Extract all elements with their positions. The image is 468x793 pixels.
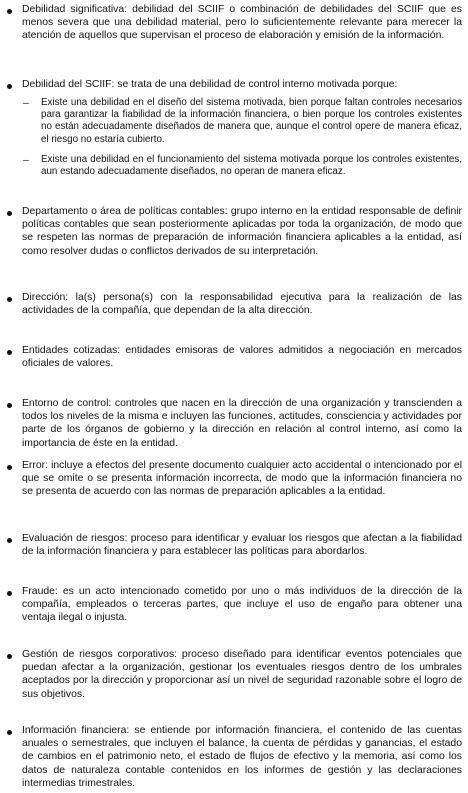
definition-text: Debilidad del SCIIF: se trata de una debilidad de control interno motivada porque: [22,79,398,90]
definition-text: Error: incluye a efectos del presente documento cualquier acto accidental o intencionado por el que se omite o se presenta información incorrecta, de modo que la información financiera no se presenta de acuerdo con las normas de preparación aplicables a la entidad. [22,460,462,498]
bullet-icon [7,538,12,543]
bullet-icon [7,465,12,470]
bullet-icon [7,591,12,596]
definition-text: Departamento o área de políticas contables: grupo interno en la entidad responsable de definir políticas contables que sean posteriormente aplicadas por toda la organización, de modo que se respeten las normas de preparación de información financiera aplicables a la entidad, así como resolver dudas o conflictos derivados de su interpretación. [22,206,462,257]
bullet-icon [7,350,12,355]
dash-icon: – [23,155,29,166]
definition-text: Gestión de riesgos corporativos: proceso diseñado para identificar eventos potenciales que puedan afectar a la organización, gestionar los eventuales riesgos dentro de los umbrales aceptados por la dirección y proporcionar así un nivel de seguridad razonable sobre el logro de sus objetivos. [22,649,462,700]
definition-text: Debilidad significativa: debilidad del SCIIF o combinación de debilidades del SCIIF que es menos severa que una debilidad material, pero lo suficientemente relevante para merecer la atención de aquellos que supervisan el proceso de elaboración y emisión de la información. [22,4,462,42]
dash-icon: – [23,98,29,109]
definition-text: Información financiera: se entiende por información financiera, el contenido de las cuentas anuales o semestrales, que incluyen el balance, la cuenta de pérdidas y ganancias, el estado de cambios en el patrimonio neto, el estado de flujos de efectivo y la memoria, así como los datos de naturaleza contable contenidos en los informes de gestión y las declaraciones intermedias trimestrales. [22,725,462,789]
bullet-icon [7,211,12,216]
bullet-icon [7,730,12,735]
bullet-icon [7,403,12,408]
definition-text: Entidades cotizadas: entidades emisoras de valores admitidos a negociación en mercados oficiales de valores. [22,345,462,370]
bullet-icon [7,654,12,659]
sub-definition-text: Existe una debilidad en el funcionamiento del sistema motivada porque los controles existentes, aun estando adecuadamente diseñados, no operan de manera eficaz. [41,154,462,178]
bullet-icon [7,297,12,302]
definition-text: Evaluación de riesgos: proceso para identificar y evaluar los riesgos que afectan a la fiabilidad de la información financiera y para establecer las políticas para abordarlos. [22,533,462,558]
bullet-icon [7,9,12,14]
bullet-icon [7,84,12,89]
definition-text: Entorno de control: controles que nacen en la dirección de una organización y transcienden a todos los niveles de la misma e incluyen las funciones, actitudes, consciencia y actividades por parte de los órganos de gobierno y la dirección en relación al control interno, así como la importancia de éste en la entidad. [22,398,462,449]
definition-text: Dirección: la(s) persona(s) con la responsabilidad ejecutiva para la realización de las actividades de la compañía, que dependan de la alta dirección. [22,292,462,317]
sub-definition-text: Existe una debilidad en el diseño del sistema motivada, bien porque faltan controles necesarios para garantizar la fiabilidad de la información financiera, o bien porque los controles existentes no están adecuadamente diseñados de manera que, aunque el control opere de manera eficaz, el riesgo no estaría cubierto. [41,97,462,145]
definition-text: Fraude: es un acto intencionado cometido por uno o más individuos de la dirección de la compañía, empleados o terceras partes, que incluye el uso de engaño para obtener una ventaja ilegal o injusta. [22,586,462,624]
